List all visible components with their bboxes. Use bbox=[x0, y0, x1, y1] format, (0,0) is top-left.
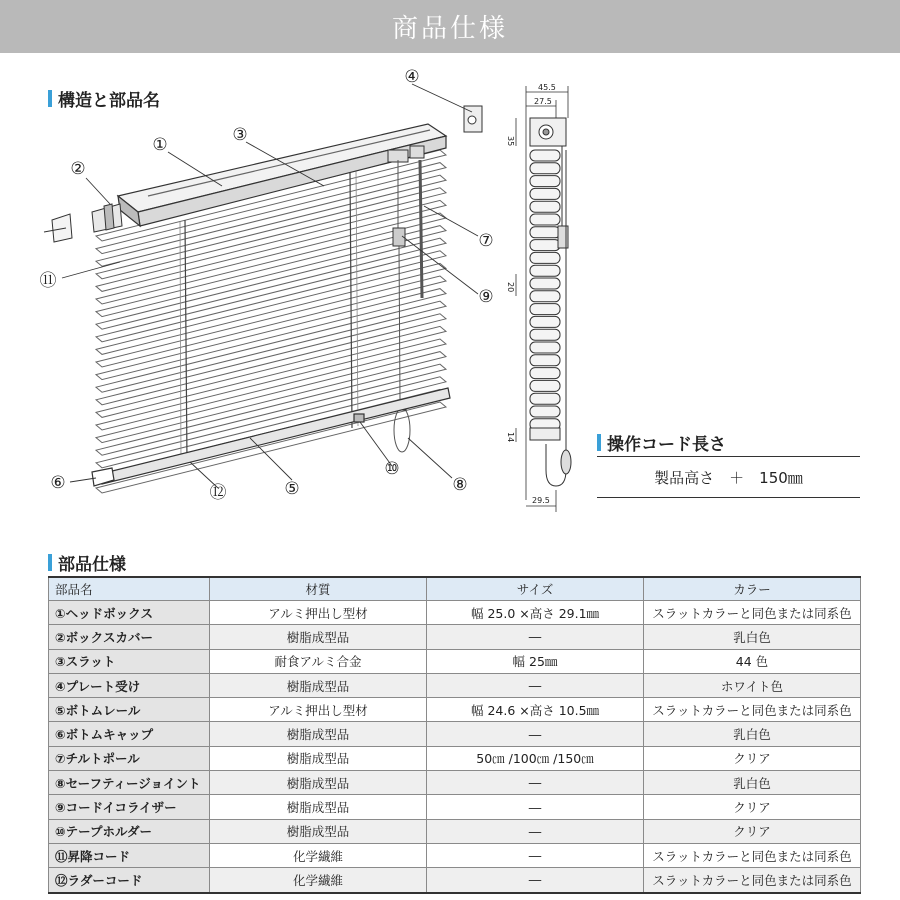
material-cell: 樹脂成型品 bbox=[210, 746, 427, 770]
profile-slat bbox=[530, 163, 560, 174]
callout-2: ② bbox=[70, 159, 86, 179]
structure-heading-label: 構造と部品名 bbox=[58, 91, 160, 111]
material-cell: 化学繊維 bbox=[210, 843, 427, 867]
profile-slat bbox=[530, 380, 560, 391]
table-row bbox=[49, 746, 861, 770]
profile-slat bbox=[530, 201, 560, 212]
material-cell: アルミ押出し型材 bbox=[210, 601, 427, 625]
color-cell: 乳白色 bbox=[644, 771, 861, 795]
size-cell: ― bbox=[427, 625, 644, 649]
size-cell: 50㎝ /100㎝ /150㎝ bbox=[427, 746, 644, 770]
material-cell: アルミ押出し型材 bbox=[210, 698, 427, 722]
profile-slat bbox=[530, 316, 560, 327]
profile-slat bbox=[530, 278, 560, 289]
size-cell: 幅 24.6 ×高さ 10.5㎜ bbox=[427, 698, 644, 722]
callout-10: ⑩ bbox=[384, 459, 400, 479]
profile-slat bbox=[530, 355, 560, 366]
profile-slat bbox=[530, 214, 560, 225]
dim-14: 14 bbox=[506, 432, 515, 443]
table-row bbox=[49, 649, 861, 673]
col-size: サイズ bbox=[427, 577, 644, 601]
part-name-cell: ⑩テープホルダー bbox=[49, 819, 210, 843]
spec-heading-label: 部品仕様 bbox=[58, 555, 126, 575]
color-cell: 44 色 bbox=[644, 649, 861, 673]
part-name-cell: ⑥ボトムキャップ bbox=[49, 722, 210, 746]
size-cell: ― bbox=[427, 795, 644, 819]
part-name-cell: ①ヘッドボックス bbox=[49, 601, 210, 625]
cord-heading-label: 操作コード長さ bbox=[607, 435, 726, 455]
cord-formula: 製品高さ ＋ 150㎜ bbox=[654, 468, 803, 487]
table-row bbox=[49, 868, 861, 893]
part-name-cell: ③スラット bbox=[49, 649, 210, 673]
profile-slat bbox=[530, 252, 560, 263]
color-cell: クリア bbox=[644, 819, 861, 843]
profile-slat bbox=[530, 188, 560, 199]
size-cell: ― bbox=[427, 868, 644, 893]
part-name-cell: ⑨コードイコライザー bbox=[49, 795, 210, 819]
box-cover bbox=[92, 204, 122, 232]
profile-slat bbox=[530, 227, 560, 238]
profile-slat bbox=[530, 393, 560, 404]
table-row bbox=[49, 819, 861, 843]
table-row bbox=[49, 795, 861, 819]
material-cell: 樹脂成型品 bbox=[210, 722, 427, 746]
material-cell: 樹脂成型品 bbox=[210, 673, 427, 697]
page-title: 商品仕様 bbox=[391, 14, 508, 44]
table-row bbox=[49, 698, 861, 722]
profile-slat bbox=[530, 291, 560, 302]
end-cap-left bbox=[44, 214, 72, 242]
heading-marker bbox=[597, 434, 601, 451]
col-name: 部品名 bbox=[49, 577, 210, 601]
color-cell: スラットカラーと同色または同系色 bbox=[644, 843, 861, 867]
size-cell: ― bbox=[427, 722, 644, 746]
material-cell: 樹脂成型品 bbox=[210, 795, 427, 819]
profile-slat bbox=[530, 329, 560, 340]
color-cell: 乳白色 bbox=[644, 722, 861, 746]
size-cell: ― bbox=[427, 843, 644, 867]
profile-slat bbox=[530, 176, 560, 187]
color-cell: クリア bbox=[644, 746, 861, 770]
heading-marker bbox=[48, 554, 52, 571]
callout-8: ⑧ bbox=[452, 475, 468, 495]
part-name-cell: ②ボックスカバー bbox=[49, 625, 210, 649]
size-cell: ― bbox=[427, 819, 644, 843]
dim-29-5: 29.5 bbox=[532, 496, 550, 505]
profile-slat bbox=[530, 406, 560, 417]
part-name-cell: ⑪昇降コード bbox=[49, 843, 210, 867]
table-row bbox=[49, 673, 861, 697]
dim-20: 20 bbox=[506, 282, 515, 293]
table-row bbox=[49, 771, 861, 795]
color-cell: スラットカラーと同色または同系色 bbox=[644, 868, 861, 893]
profile-slat bbox=[530, 368, 560, 379]
dim-45-5: 45.5 bbox=[538, 83, 556, 92]
col-color: カラー bbox=[644, 577, 861, 601]
callout-5: ⑤ bbox=[284, 479, 300, 499]
size-cell: ― bbox=[427, 673, 644, 697]
spec-heading bbox=[48, 550, 126, 575]
table-row bbox=[49, 722, 861, 746]
material-cell: 化学繊維 bbox=[210, 868, 427, 893]
material-cell: 樹脂成型品 bbox=[210, 771, 427, 795]
size-cell: 幅 25.0 ×高さ 29.1㎜ bbox=[427, 601, 644, 625]
col-material: 材質 bbox=[210, 577, 427, 601]
callout-3: ③ bbox=[232, 125, 248, 145]
callout-7: ⑦ bbox=[478, 231, 494, 251]
cord-heading bbox=[597, 430, 726, 455]
table-row bbox=[49, 843, 861, 867]
part-name-cell: ⑧セーフティージョイント bbox=[49, 771, 210, 795]
callout-6: ⑥ bbox=[50, 473, 66, 493]
material-cell: 樹脂成型品 bbox=[210, 819, 427, 843]
callout-12: ⑫ bbox=[209, 483, 227, 503]
color-cell: クリア bbox=[644, 795, 861, 819]
profile-slat bbox=[530, 265, 560, 276]
material-cell: 耐食アルミ合金 bbox=[210, 649, 427, 673]
table-row bbox=[49, 601, 861, 625]
size-cell: 幅 25㎜ bbox=[427, 649, 644, 673]
size-cell: ― bbox=[427, 771, 644, 795]
callout-9: ⑨ bbox=[478, 287, 494, 307]
callout-11: ⑪ bbox=[39, 271, 57, 291]
profile-slat bbox=[530, 150, 560, 161]
color-cell: ホワイト色 bbox=[644, 673, 861, 697]
callout-1: ① bbox=[152, 135, 168, 155]
table-row bbox=[49, 625, 861, 649]
part-name-cell: ⑤ボトムレール bbox=[49, 698, 210, 722]
color-cell: 乳白色 bbox=[644, 625, 861, 649]
part-name-cell: ④プレート受け bbox=[49, 673, 210, 697]
profile-slat bbox=[530, 342, 560, 353]
cord-formula-box bbox=[597, 456, 860, 498]
part-name-cell: ⑦チルトポール bbox=[49, 746, 210, 770]
part-name-cell: ⑫ラダーコード bbox=[49, 868, 210, 893]
color-cell: スラットカラーと同色または同系色 bbox=[644, 698, 861, 722]
callout-4: ④ bbox=[404, 67, 420, 87]
dim-27-5: 27.5 bbox=[534, 97, 552, 106]
profile-slat bbox=[530, 304, 560, 315]
spec-table bbox=[48, 576, 861, 894]
spec-header-row bbox=[49, 577, 861, 601]
color-cell: スラットカラーと同色または同系色 bbox=[644, 601, 861, 625]
material-cell: 樹脂成型品 bbox=[210, 625, 427, 649]
profile-slat bbox=[530, 240, 560, 251]
side-profile bbox=[530, 118, 571, 486]
dim-35: 35 bbox=[506, 136, 515, 147]
